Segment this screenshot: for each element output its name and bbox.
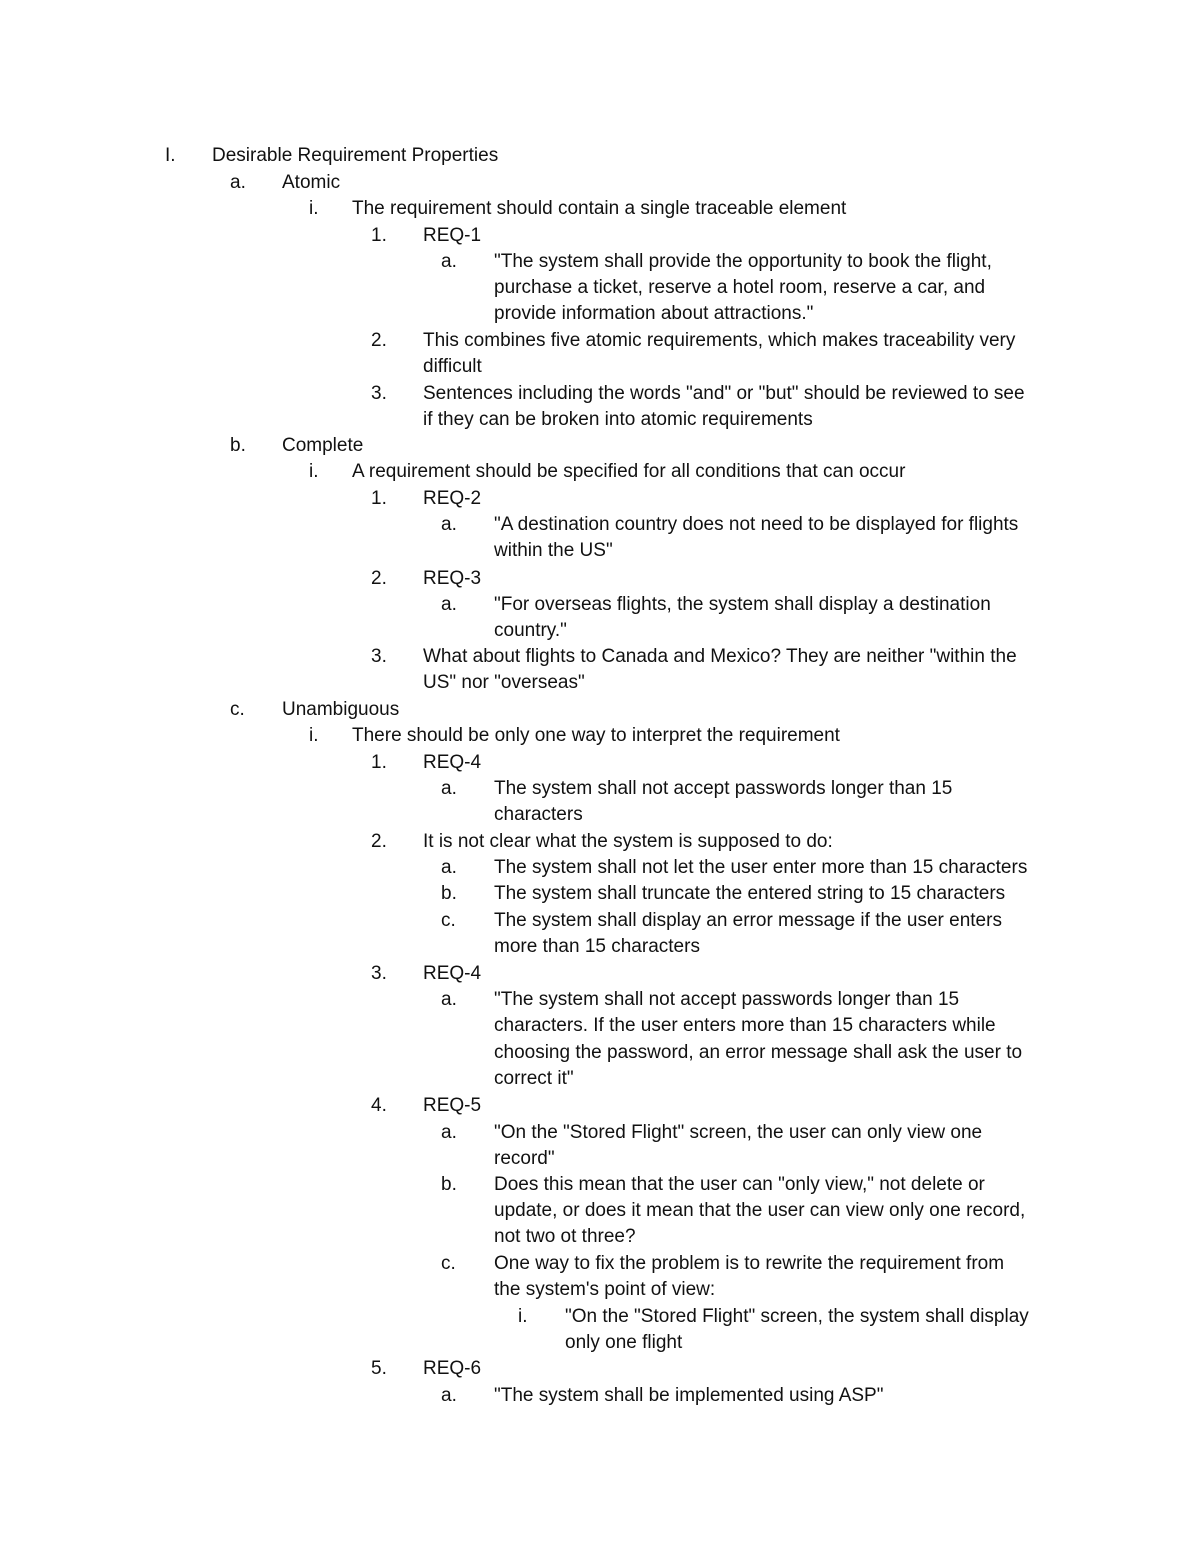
item-text: characters. If the user enters more than 15 characters while — [494, 1015, 996, 1036]
list-marker: 5. — [371, 1358, 387, 1379]
item-text: country." — [494, 620, 567, 641]
list-marker: b. — [441, 1174, 457, 1195]
item-text: "On the "Stored Flight" screen, the user can only view one — [494, 1122, 983, 1143]
item-text: What about flights to Canada and Mexico? They are neither "within the — [423, 646, 1017, 667]
item-text: "On the "Stored Flight" screen, the system shall display — [565, 1306, 1029, 1327]
item-text: The system shall display an error message if the user enters — [494, 910, 1002, 931]
requirement-id: REQ-5 — [423, 1095, 482, 1116]
list-marker: I. — [165, 145, 176, 166]
item-text: Does this mean that the user can "only view," not delete or — [494, 1174, 985, 1195]
list-marker: i. — [518, 1306, 528, 1327]
requirement-id: REQ-3 — [423, 568, 482, 589]
list-marker: c. — [230, 699, 245, 720]
definition-text: There should be only one way to interpret the requirement — [352, 725, 840, 746]
item-text: if they can be broken into atomic requirements — [423, 409, 813, 430]
section-title: Desirable Requirement Properties — [212, 145, 499, 166]
list-marker: i. — [309, 198, 319, 219]
item-text: not two ot three? — [494, 1226, 636, 1247]
property-title: Unambiguous — [282, 699, 400, 720]
property-title: Complete — [282, 435, 364, 456]
requirement-id: REQ-6 — [423, 1358, 482, 1379]
item-text: This combines five atomic requirements, which makes traceability very — [423, 330, 1016, 351]
item-text: within the US" — [494, 540, 613, 561]
list-marker: b. — [230, 435, 246, 456]
list-marker: 1. — [371, 752, 387, 773]
item-text: the system's point of view: — [494, 1279, 716, 1300]
list-marker: i. — [309, 725, 319, 746]
item-text: provide information about attractions." — [494, 303, 814, 324]
list-marker: a. — [441, 989, 457, 1010]
list-marker: 2. — [371, 568, 387, 589]
list-marker: a. — [441, 778, 457, 799]
item-text: "A destination country does not need to be displayed for flights — [494, 514, 1019, 535]
list-marker: 2. — [371, 330, 387, 351]
requirement-id: REQ-4 — [423, 752, 482, 773]
item-text: "The system shall provide the opportunity to book the flight, — [494, 251, 992, 272]
item-text: correct it" — [494, 1068, 574, 1089]
item-text: only one flight — [565, 1332, 683, 1353]
list-marker: 2. — [371, 831, 387, 852]
item-text: update, or does it mean that the user can view only one record, — [494, 1200, 1026, 1221]
item-text: "The system shall not accept passwords longer than 15 — [494, 989, 960, 1010]
list-marker: a. — [441, 857, 457, 878]
item-text: characters — [494, 804, 583, 825]
item-text: "The system shall be implemented using ASP" — [494, 1385, 884, 1406]
list-marker: 3. — [371, 646, 387, 667]
list-marker: a. — [441, 251, 457, 272]
list-marker: 1. — [371, 488, 387, 509]
item-text: purchase a ticket, reserve a hotel room, reserve a car, and — [494, 277, 986, 298]
list-marker: a. — [441, 1385, 457, 1406]
requirement-id: REQ-1 — [423, 225, 482, 246]
item-text: "For overseas flights, the system shall display a destination — [494, 594, 991, 615]
list-marker: c. — [441, 1253, 456, 1274]
list-marker: 4. — [371, 1095, 387, 1116]
item-text: choosing the password, an error message shall ask the user to — [494, 1042, 1023, 1063]
item-text: difficult — [423, 356, 482, 377]
property-title: Atomic — [282, 172, 341, 193]
list-marker: a. — [230, 172, 246, 193]
item-text: more than 15 characters — [494, 936, 700, 957]
item-text: record" — [494, 1148, 555, 1169]
item-text: The system shall truncate the entered string to 15 characters — [494, 883, 1006, 904]
requirement-id: REQ-4 — [423, 963, 482, 984]
item-text: The system shall not accept passwords longer than 15 — [494, 778, 953, 799]
list-marker: i. — [309, 461, 319, 482]
list-marker: 3. — [371, 383, 387, 404]
list-marker: c. — [441, 910, 456, 931]
list-marker: a. — [441, 1122, 457, 1143]
item-text: Sentences including the words "and" or "but" should be reviewed to see — [423, 383, 1025, 404]
definition-text: A requirement should be specified for all conditions that can occur — [352, 461, 906, 482]
list-marker: a. — [441, 514, 457, 535]
item-text: One way to fix the problem is to rewrite the requirement from — [494, 1253, 1005, 1274]
list-marker: 3. — [371, 963, 387, 984]
item-text: The system shall not let the user enter more than 15 characters — [494, 857, 1028, 878]
requirement-id: REQ-2 — [423, 488, 482, 509]
item-text: US" nor "overseas" — [423, 672, 585, 693]
definition-text: The requirement should contain a single traceable element — [352, 198, 847, 219]
list-marker: 1. — [371, 225, 387, 246]
list-marker: b. — [441, 883, 457, 904]
item-text: It is not clear what the system is supposed to do: — [423, 831, 833, 852]
list-marker: a. — [441, 594, 457, 615]
